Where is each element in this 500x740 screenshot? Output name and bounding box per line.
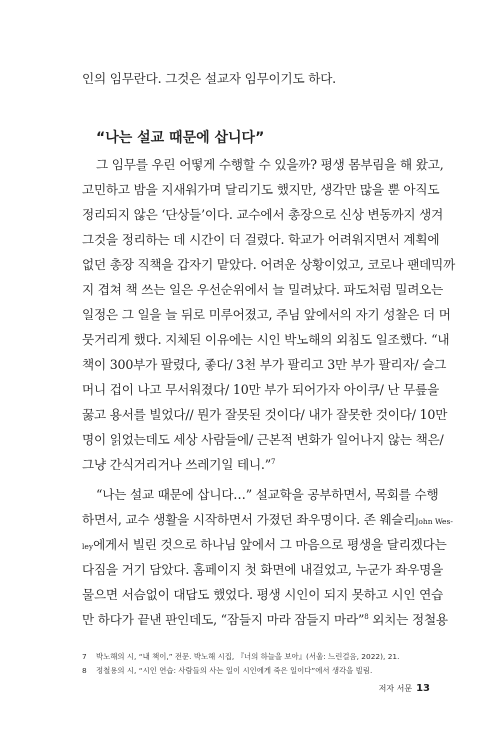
body-line: 일정은 그 일을 늘 뒤로 미루어졌고, 주님 앞에서의 자기 성찰은 더 머	[82, 307, 451, 322]
body-line	[82, 535, 447, 555]
body-line: 인의 임무란다. 그것은 설교자 임무이기도 하다.	[82, 71, 336, 86]
footnote-ref-7: 7	[270, 457, 276, 466]
body-text: 하면서, 교수 생활을 시작하면서 가졌던 좌우명이다. 존 웨슬리	[82, 512, 416, 527]
footnote-number: 7	[82, 652, 87, 661]
footnote	[82, 651, 416, 663]
body-line: 꿇고 용서를 빌었다// 뭔가 잘못된 것이다/ 내가 잘못한 것이다/ 10만	[82, 407, 448, 422]
body-text: 에게서 빌린 것으로 하나님 앞에서 그 마음으로 평생을 달리겠다는	[93, 537, 447, 552]
body-line: 명이 읽었는데도 세상 사람들에/ 근본적 변화가 일어나지 않는 책은/	[82, 432, 444, 447]
footnote-number: 8	[82, 666, 87, 675]
body-line	[82, 610, 448, 630]
section-heading: “나는 설교 때문에 삽니다”	[96, 130, 265, 146]
english-name-part: ley	[82, 542, 94, 551]
running-footer-label: 저자 서문	[378, 684, 413, 693]
body-line: 그것을 정리하는 데 시간이 더 걸렸다. 학교가 어려워지면서 계획에	[82, 232, 440, 247]
body-line: “나는 설교 때문에 삽니다…” 설교학을 공부하면서, 목회를 수행	[96, 487, 439, 502]
body-line: 지 겹쳐 책 쓰는 일은 우선순위에서 늘 밀려났다. 파도처럼 밀려오는	[82, 282, 444, 297]
page-number: 13	[416, 683, 430, 694]
footnote-text: 정철용의 시, “시인 연습: 사람들의 사는 일이 시인에게 죽은 일이다”에서 생각을 빌림.	[96, 666, 373, 675]
body-line: 없던 총장 직책을 갑자기 맡았다. 어려운 상황이었고, 코로나 팬데믹까	[82, 257, 456, 272]
body-line	[82, 510, 453, 530]
body-line: 다짐을 거기 담았다. 홈페이지 첫 화면에 내걸었고, 누군가 좌우명을	[82, 562, 444, 577]
body-text: 만 하다가 끝낸 판인데도, “잠들지 마라 잠들지 마라”	[82, 612, 365, 627]
body-line: 머니 겁이 나고 무서워졌다/ 10만 부가 되어가자 아이쿠/ 난 무릎을	[82, 382, 440, 397]
body-text: 그냥 간식거리거나 쓰레기일 테니.”	[82, 457, 271, 472]
body-line: 그 임무를 우린 어떻게 수행할 수 있을까? 평생 몸부림을 해 왔고,	[96, 157, 444, 172]
body-line: 정리되지 않은 ‘단상들’이다. 교수에서 총장으로 신상 변동까지 생겨	[82, 207, 444, 222]
footnote	[82, 665, 416, 677]
body-line: 물으면 서슴없이 대답도 했었다. 평생 시인이 되지 못하고 시인 연습	[82, 587, 444, 602]
footnote-text: 박노해의 시, “내 책이,” 전문. 박노해 시집, 『너의 하늘을 보아』(서울: 느린걸음, 2022), 21.	[96, 652, 400, 661]
body-line: 고민하고 밤을 지새워가며 달리기도 했지만, 생각만 많을 뿐 아직도	[82, 182, 440, 197]
body-text: 외치는 정철용	[368, 612, 448, 627]
english-name-part: John Wes-	[415, 517, 453, 526]
body-line: 책이 300부가 팔렸다, 좋다/ 3천 부가 팔리고 3만 부가 팔리자/ 슬그	[82, 357, 447, 372]
footnote-ref-8: 8	[364, 612, 369, 621]
body-line: 뭇거리게 했다. 지체된 이유에는 시인 박노해의 외침도 일조했다. “내	[82, 332, 450, 347]
page-folio	[379, 683, 430, 694]
body-line	[82, 455, 416, 475]
